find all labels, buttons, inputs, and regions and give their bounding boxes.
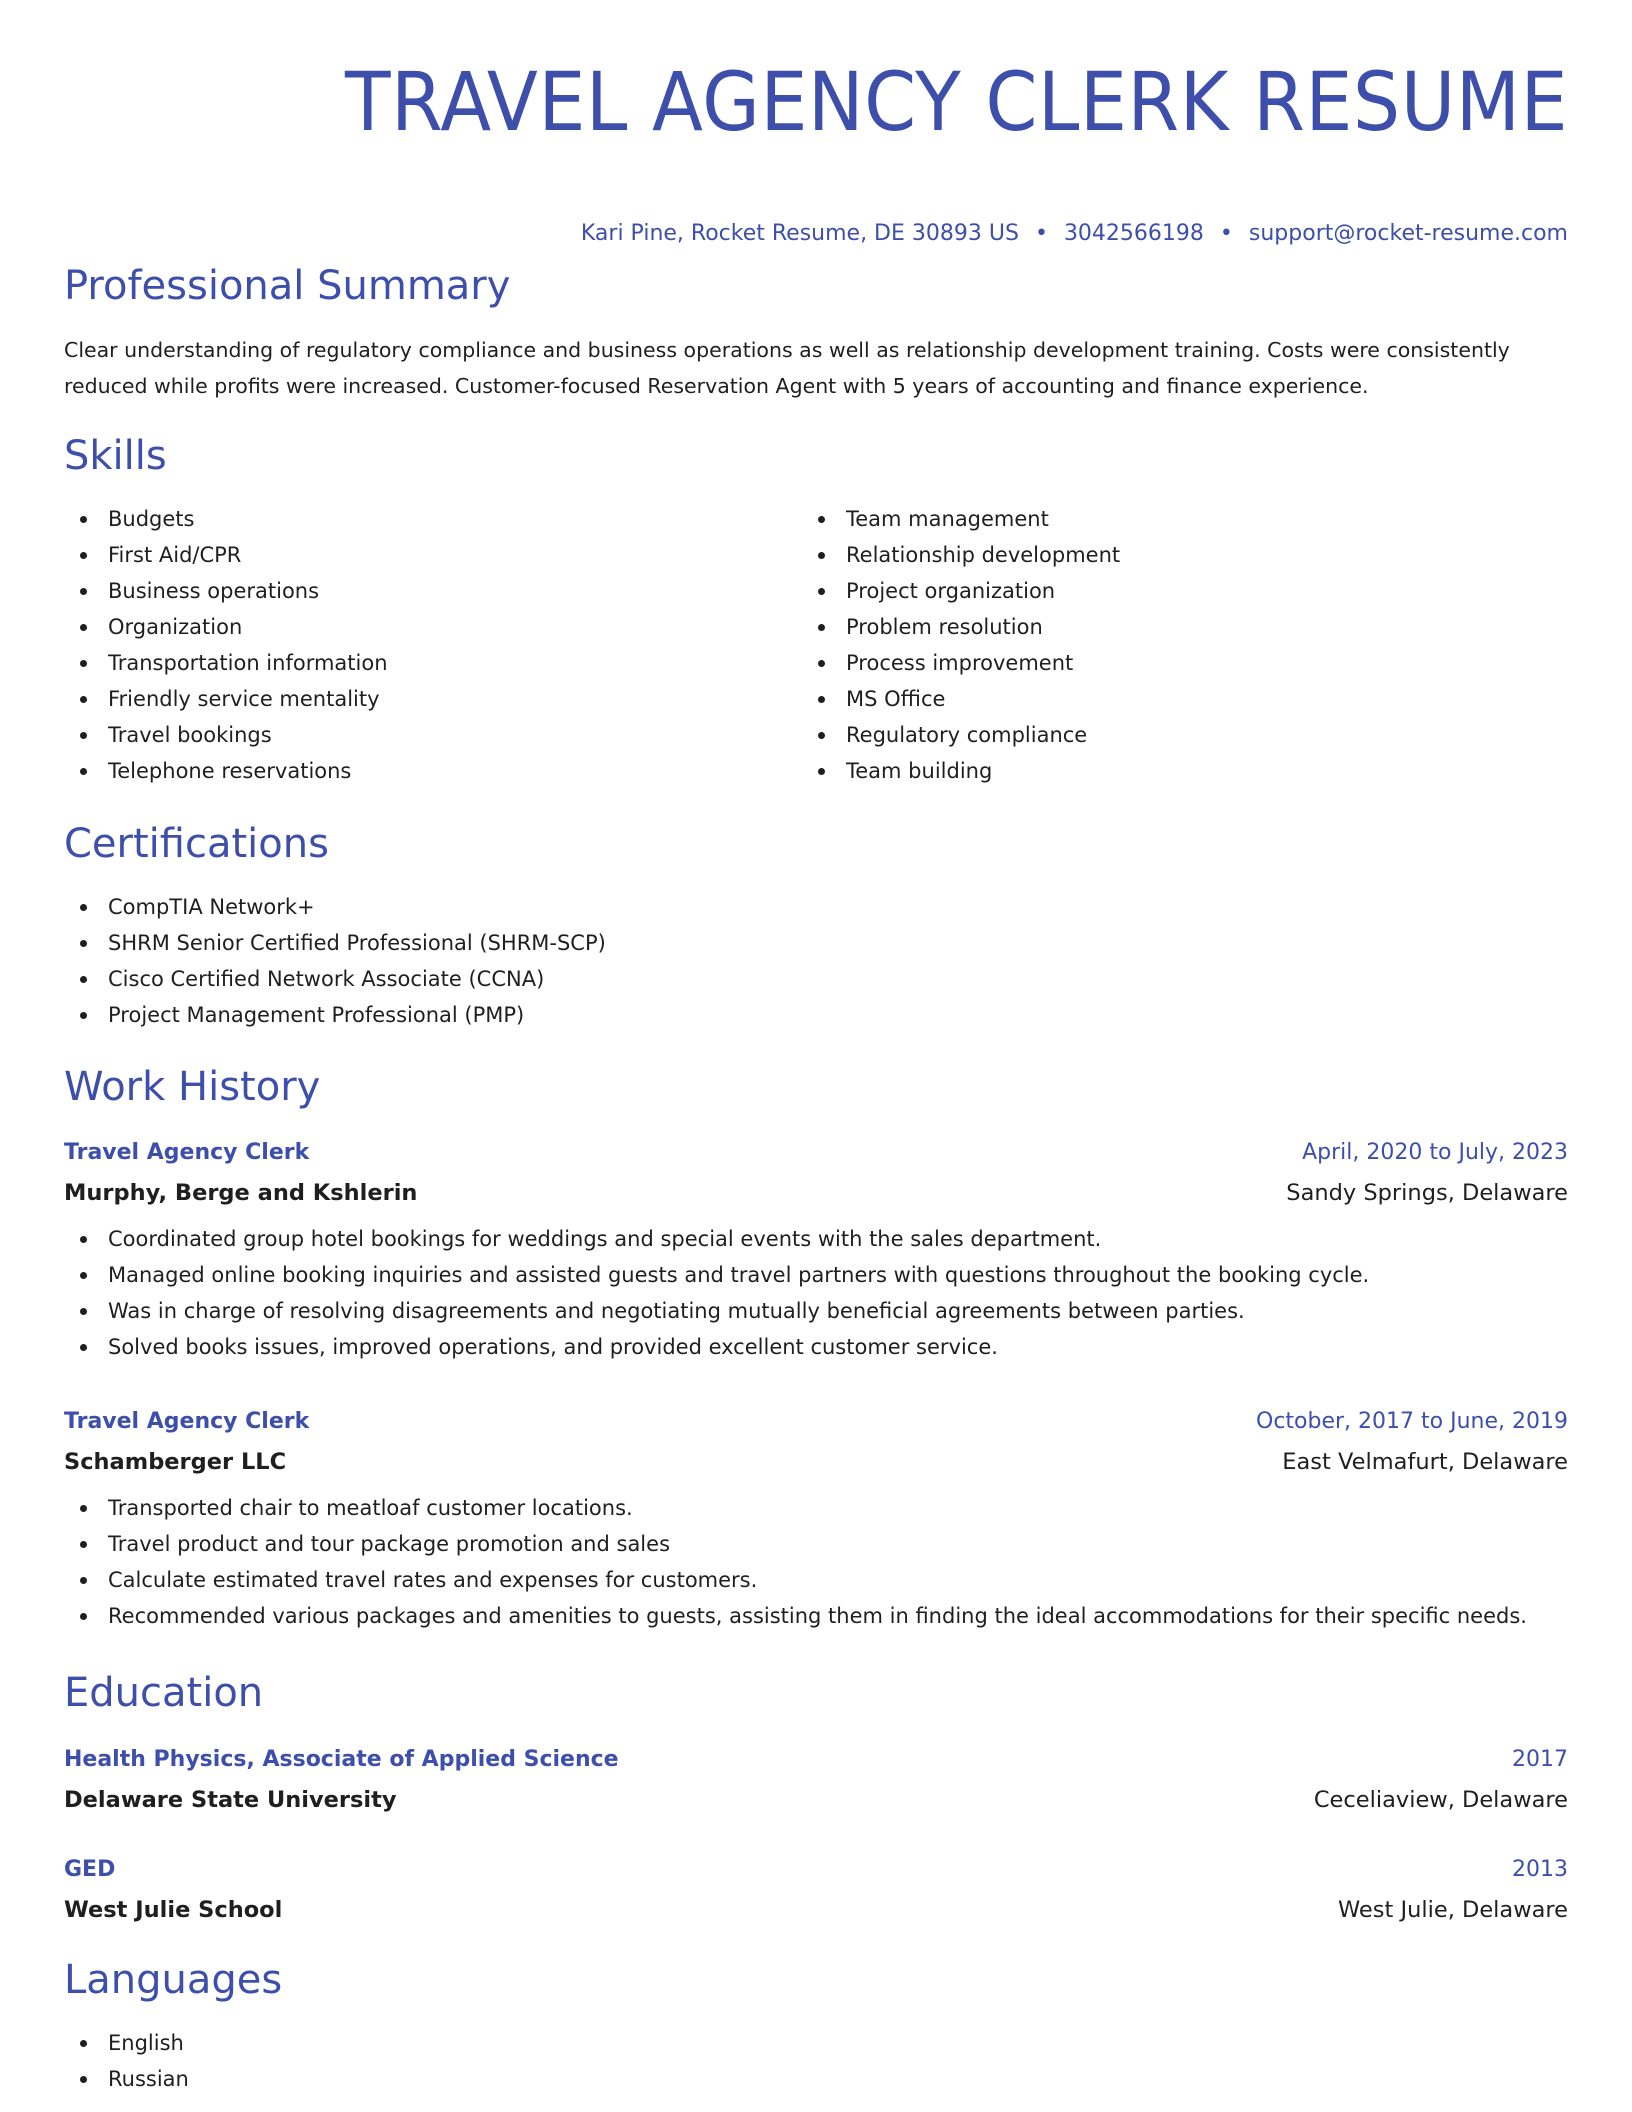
education-year: 2013	[1512, 1857, 1568, 1882]
job-title: Travel Agency Clerk	[64, 1409, 310, 1434]
skill-item: Process improvement	[802, 645, 1120, 681]
skills-list-left	[64, 501, 388, 789]
job-bullets	[64, 1221, 1568, 1365]
skill-item: Travel bookings	[64, 717, 388, 753]
education-heading: Education	[64, 1670, 264, 1716]
skills-columns	[64, 501, 1568, 789]
job-dates: April, 2020 to July, 2023	[1302, 1140, 1568, 1165]
skill-item: Business operations	[64, 573, 388, 609]
skill-item: Regulatory compliance	[802, 717, 1120, 753]
resume-title: TRAVEL AGENCY CLERK RESUME	[345, 56, 1568, 150]
education-location: West Julie, Delaware	[1337, 1897, 1568, 1923]
skill-item: MS Office	[802, 681, 1120, 717]
job-bullets	[64, 1490, 1568, 1634]
job-bullet: Coordinated group hotel bookings for weddings and special events with the sales department.	[64, 1221, 1568, 1257]
job-company: Schamberger LLC	[64, 1449, 287, 1475]
job-entry	[64, 1134, 1568, 1365]
language-item: Russian	[64, 2061, 1568, 2097]
languages-list	[64, 2025, 1568, 2097]
job-bullet: Transported chair to meatloaf customer locations.	[64, 1490, 1568, 1526]
language-item: English	[64, 2025, 1568, 2061]
contact-line	[64, 220, 1568, 248]
education-location: Ceceliaview, Delaware	[1313, 1787, 1568, 1813]
job-bullet: Was in charge of resolving disagreements and negotiating mutually beneficial agreements between parties.	[64, 1293, 1568, 1329]
certification-item: CompTIA Network+	[64, 889, 1568, 925]
contact-address: Kari Pine, Rocket Resume, DE 30893 US	[580, 221, 1019, 246]
certification-item: Project Management Professional (PMP)	[64, 997, 1568, 1033]
job-bullet: Managed online booking inquiries and assisted guests and travel partners with questions throughout the booking cycle.	[64, 1257, 1568, 1293]
certifications-heading: Certifications	[64, 821, 329, 867]
certification-item: SHRM Senior Certified Professional (SHRM-SCP)	[64, 925, 1568, 961]
education-school: Delaware State University	[64, 1787, 397, 1813]
languages-heading: Languages	[64, 1957, 283, 2003]
contact-separator: •	[1034, 221, 1048, 246]
skill-item: Transportation information	[64, 645, 388, 681]
skill-item: Problem resolution	[802, 609, 1120, 645]
job-location: Sandy Springs, Delaware	[1286, 1180, 1568, 1206]
skill-item: Telephone reservations	[64, 753, 388, 789]
contact-email[interactable]: support@rocket-resume.com	[1248, 221, 1568, 246]
education-degree: Health Physics, Associate of Applied Science	[64, 1747, 619, 1772]
skill-item: Project organization	[802, 573, 1120, 609]
skill-item: Team management	[802, 501, 1120, 537]
education-school: West Julie School	[64, 1897, 283, 1923]
job-title: Travel Agency Clerk	[64, 1140, 310, 1165]
work-history-heading: Work History	[64, 1064, 321, 1110]
job-company: Murphy, Berge and Kshlerin	[64, 1180, 418, 1206]
education-year: 2017	[1512, 1747, 1568, 1772]
certifications-list	[64, 889, 1568, 1033]
certification-item: Cisco Certified Network Associate (CCNA)	[64, 961, 1568, 997]
job-bullet: Solved books issues, improved operations, and provided excellent customer service.	[64, 1329, 1568, 1365]
education-degree: GED	[64, 1857, 116, 1882]
skill-item: Relationship development	[802, 537, 1120, 573]
education-entry	[64, 1851, 1568, 1931]
job-bullet: Recommended various packages and amenities to guests, assisting them in finding the ideal accommodations for their specific needs.	[64, 1598, 1568, 1634]
contact-phone: 3042566198	[1063, 221, 1204, 246]
skill-item: Friendly service mentality	[64, 681, 388, 717]
skill-item: Budgets	[64, 501, 388, 537]
job-dates: October, 2017 to June, 2019	[1256, 1409, 1568, 1434]
summary-text: Clear understanding of regulatory compliance and business operations as well as relationship development training. Costs were consistently reduced while profits were increased. Customer-focused Reservation Agent with 5 years of accounting and finance experience.	[64, 338, 1510, 398]
skills-heading: Skills	[64, 433, 167, 479]
job-location: East Velmafurt, Delaware	[1282, 1449, 1568, 1475]
job-bullet: Calculate estimated travel rates and expenses for customers.	[64, 1562, 1568, 1598]
education-entry	[64, 1741, 1568, 1821]
contact-separator: •	[1219, 221, 1233, 246]
skill-item: Team building	[802, 753, 1120, 789]
summary-heading: Professional Summary	[64, 263, 511, 309]
job-entry	[64, 1403, 1568, 1634]
skills-list-right	[802, 501, 1120, 789]
skill-item: Organization	[64, 609, 388, 645]
job-bullet: Travel product and tour package promotion and sales	[64, 1526, 1568, 1562]
skill-item: First Aid/CPR	[64, 537, 388, 573]
